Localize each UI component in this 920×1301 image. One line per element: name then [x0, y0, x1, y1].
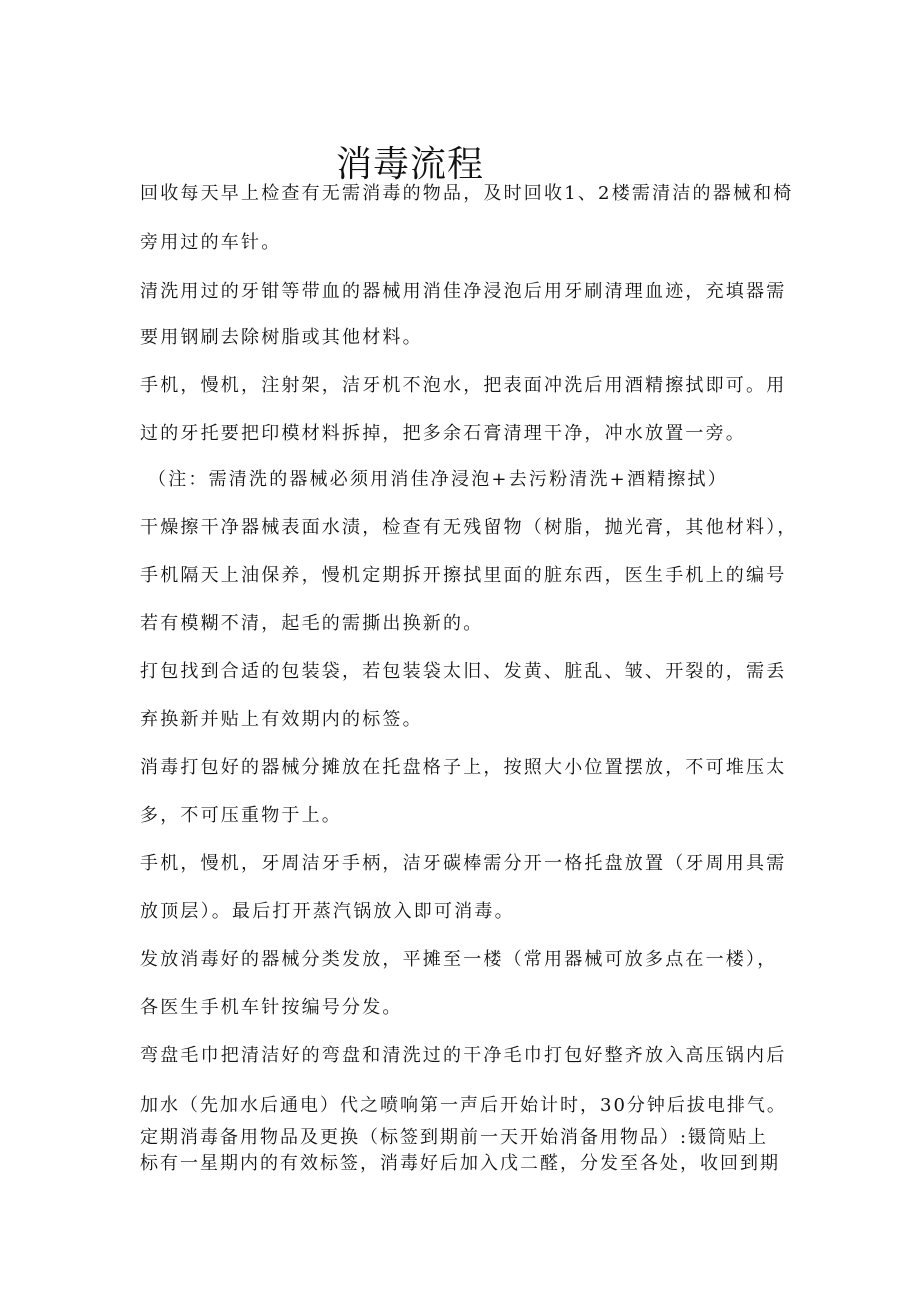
text-line: 清洗用过的牙钳等带血的器械用消佳净浸泡后用牙刷清理血迹，充填器需 — [140, 281, 787, 302]
text-line: 加水（先加水后通电）代之喷响第一声后开始计时，30分钟后拔电排气。 — [140, 1095, 787, 1116]
text-line: 发放消毒好的器械分类发放，平摊至一楼（常用器械可放多点在一楼）， — [140, 949, 778, 970]
text-line: 放顶层）。最后打开蒸汽锅放入即可消毒。 — [140, 901, 515, 922]
text-line: 消毒打包好的器械分摊放在托盘格子上，按照大小位置摆放，不可堆压太 — [140, 757, 787, 778]
text-line: 标有一星期内的有效标签，消毒好后加入戊二醛，分发至各处，收回到期 — [140, 1153, 780, 1174]
text-line: 多，不可压重物于上。 — [140, 805, 342, 826]
text-line: 各医生手机车针按编号分发。 — [140, 997, 403, 1018]
text-line: 回收每天早上检查有无需消毒的物品，及时回收1、2楼需清洁的器械和椅 — [140, 183, 794, 204]
text-line: 过的牙托要把印模材料拆掉，把多余石膏清理干净，冲水放置一旁。 — [140, 423, 746, 444]
text-line: 旁用过的车针。 — [140, 232, 282, 253]
text-line: 打包找到合适的包装袋，若包装袋太旧、发黄、脏乱、皱、开裂的，需丢 — [140, 661, 787, 682]
text-line: 要用钢刷去除树脂或其他材料。 — [140, 327, 423, 348]
text-line: 干燥擦干净器械表面水渍，检查有无残留物（树脂，抛光膏，其他材料）， — [140, 517, 798, 538]
text-line: 定期消毒备用物品及更换（标签到期前一天开始消备用物品）:镊筒贴上 — [140, 1127, 769, 1148]
text-line: 弯盘毛巾把清洁好的弯盘和清洗过的干净毛巾打包好整齐放入高压锅内后 — [140, 1045, 787, 1066]
text-line: 若有模糊不清，起毛的需撕出换新的。 — [140, 613, 484, 634]
text-line: 手机，慢机，注射架，洁牙机不泡水，把表面冲洗后用酒精擦拭即可。用 — [140, 375, 787, 396]
text-line: 手机，慢机，牙周洁牙手柄，洁牙碳棒需分开一格托盘放置（牙周用具需 — [140, 853, 787, 874]
text-line: 弃换新并贴上有效期内的标签。 — [140, 709, 423, 730]
page-title: 消毒流程 — [335, 144, 484, 186]
text-line: （注：需清洗的器械必须用消佳净浸泡+去污粉清洗+酒精擦拭） — [148, 469, 728, 490]
text-line: 手机隔天上油保养，慢机定期拆开擦拭里面的脏东西，医生手机上的编号 — [140, 565, 787, 586]
